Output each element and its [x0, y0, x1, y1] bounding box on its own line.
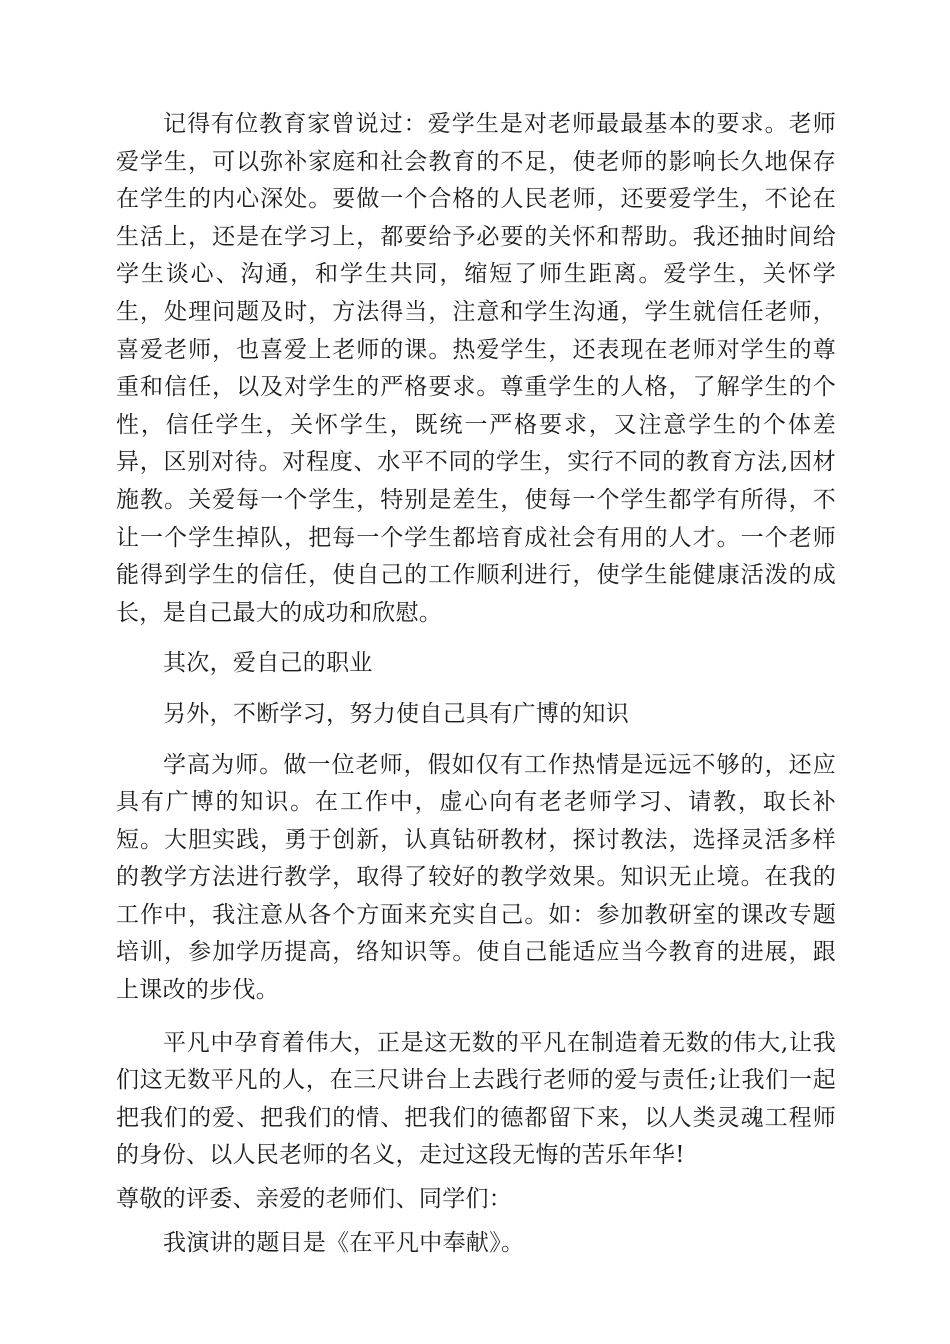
- greeting-line: 尊敬的评委、亲爱的老师们、同学们：: [116, 1186, 513, 1213]
- paragraph-love-students: 记得有位教育家曾说过：爱学生是对老师最最基本的要求。老师爱学生，可以弥补家庭和社会教育的不足，使老师的影响长久地保存在学生的内心深处。要做一个合格的人民老师，还要爱学生，不论在生活上，还是在学习上，都要给予必要的关怀和帮助。我还抽时间给学生谈心、沟通，和学生共同，缩短了师生距离。爱学生，关怀学生，处理问题及时，方法得当，注意和学生沟通，学生就信任老师，喜爱老师，也喜爱上老师的课。热爱学生，还表现在老师对学生的尊重和信任，以及对学生的严格要求。尊重学生的人格，了解学生的个性，信任学生，关怀学生，既统一严格要求，又注意学生的个体差异，区别对待。对程度、水平不同的学生，实行不同的教育方法,因材施教。关爱每一个学生，特别是差生，使每一个学生都学有所得，不让一个学生掉队，把每一个学生都培育成社会有用的人才。一个老师能得到学生的信任，使自己的工作顺利进行，使学生能健康活泼的成长，是自己最大的成功和欣慰。: [116, 111, 836, 626]
- speech-title-line: 我演讲的题目是《在平凡中奉献》。: [163, 1229, 525, 1256]
- paragraph-learning: 学高为师。做一位老师，假如仅有工作热情是远远不够的，还应具有广博的知识。在工作中，虚心向有老老师学习、请教，取长补短。大胆实践，勇于创新，认真钻研教材，探讨教法，选择灵活多样的教学方法进行教学，取得了较好的教学效果。知识无止境。在我的工作中，我注意从各个方面来充实自己。如：参加教研室的课改专题培训，参加学历提高，络知识等。使自己能适应当今教育的进展，跟上课改的步伐。: [116, 751, 836, 1004]
- heading-keep-learning: 另外，不断学习，努力使自己具有广博的知识: [163, 700, 629, 727]
- heading-love-profession: 其次，爱自己的职业: [163, 650, 373, 677]
- document-page: [116, 106, 836, 1262]
- paragraph-ordinary-greatness: 平凡中孕育着伟大，正是这无数的平凡在制造着无数的伟大,让我们这无数平凡的人，在三尺讲台上去践行老师的爱与责任;让我们一起把我们的爱、把我们的情、把我们的德都留下来，以人类灵魂工程师的身份、以人民老师的名义，走过这段无悔的苦乐年华!: [116, 1029, 836, 1169]
